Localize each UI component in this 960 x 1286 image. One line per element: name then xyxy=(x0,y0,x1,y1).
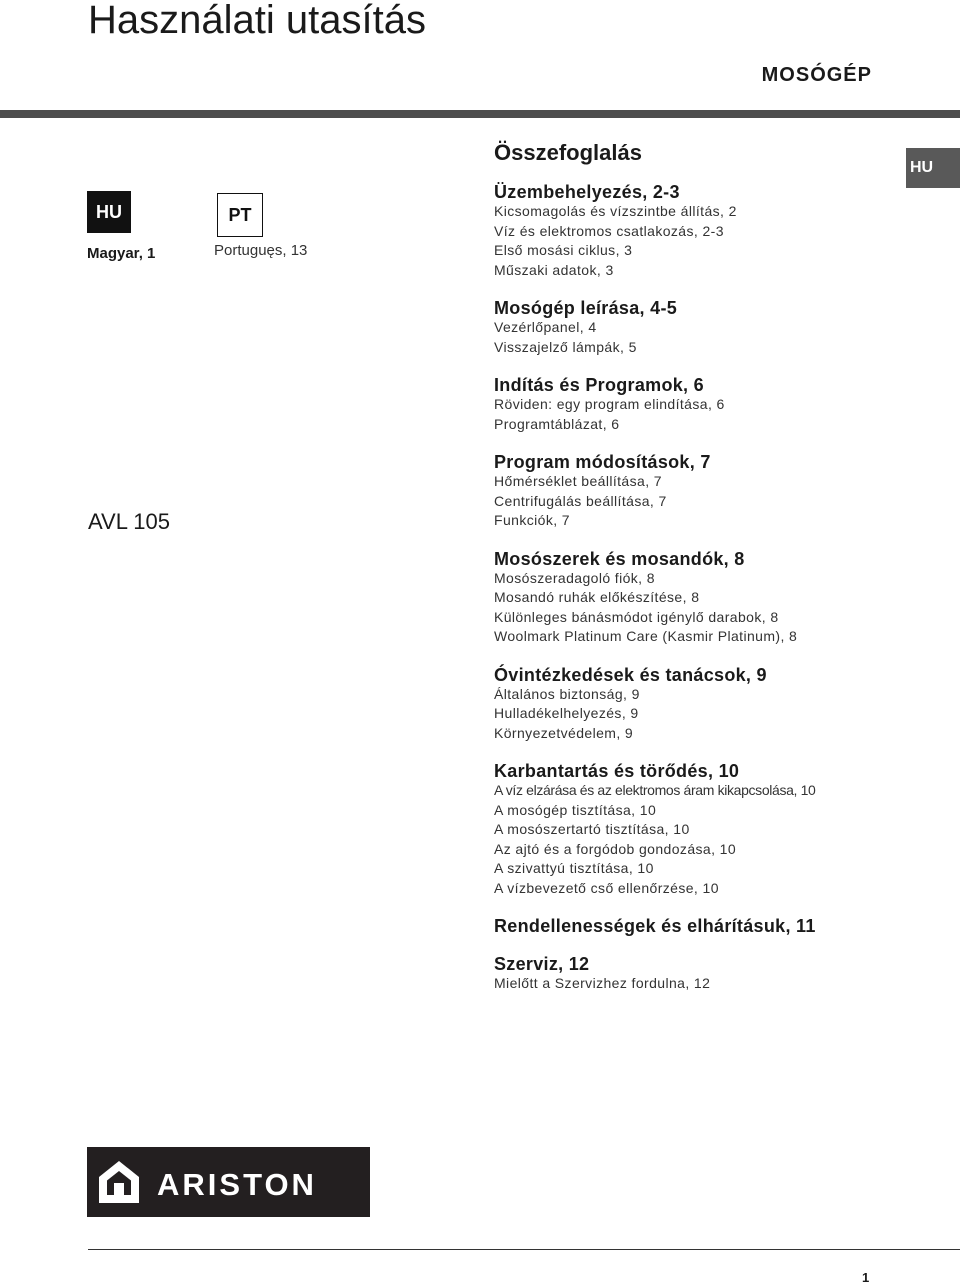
toc-item[interactable]: Mosószeradagoló fiók, 8 xyxy=(494,569,655,586)
toc-item[interactable]: Különleges bánásmódot igénylő darabok, 8 xyxy=(494,608,779,625)
toc-section xyxy=(494,182,934,280)
toc-item[interactable]: Visszajelző lámpák, 5 xyxy=(494,338,637,355)
toc-item[interactable]: A szivattyú tisztítása, 10 xyxy=(494,860,654,876)
toc-section xyxy=(494,549,934,647)
table-of-contents xyxy=(494,182,934,1012)
language-code-hu[interactable]: HU xyxy=(87,191,131,233)
toc-section xyxy=(494,298,934,357)
toc-item[interactable]: A víz elzárása és az elektromos áram kikapcsolása, 10 xyxy=(494,782,816,798)
toc-item[interactable]: Műszaki adatok, 3 xyxy=(494,261,614,278)
model-number: AVL 105 xyxy=(88,509,170,534)
toc-item[interactable]: A mosógép tisztítása, 10 xyxy=(494,801,657,818)
toc-item[interactable]: Mosandó ruhák előkészítése, 8 xyxy=(494,589,700,605)
toc-title: Összefoglalás xyxy=(494,140,642,165)
toc-item[interactable]: Hőmérséklet beállítása, 7 xyxy=(494,473,662,489)
document-title: Használati utasítás xyxy=(88,0,426,42)
toc-section xyxy=(494,375,934,434)
toc-item[interactable]: Röviden: egy program elindítása, 6 xyxy=(494,396,725,412)
toc-item[interactable]: Vezérlőpanel, 4 xyxy=(494,319,597,335)
toc-section-heading[interactable]: Indítás és Programok, 6 xyxy=(494,375,704,395)
brand-name: ARISTON xyxy=(157,1167,317,1202)
toc-section-heading[interactable]: Program módosítások, 7 xyxy=(494,452,711,472)
toc-item[interactable]: Mielőtt a Szervizhez fordulna, 12 xyxy=(494,975,711,991)
toc-section-heading[interactable]: Mosógép leírása, 4-5 xyxy=(494,298,678,318)
toc-item[interactable]: Környezetvédelem, 9 xyxy=(494,724,634,741)
toc-section-heading[interactable]: Üzembehelyezés, 2-3 xyxy=(494,182,680,202)
language-label-pt: Portuguęs, 13 xyxy=(214,242,308,259)
toc-section-heading[interactable]: Mosószerek és mosandók, 8 xyxy=(494,548,745,569)
toc-item[interactable]: Hulladékelhelyezés, 9 xyxy=(494,705,639,721)
ariston-logo xyxy=(87,1147,370,1217)
toc-item[interactable]: Programtáblázat, 6 xyxy=(494,415,620,432)
toc-section xyxy=(494,665,934,744)
page-number: 1 xyxy=(862,1270,870,1285)
toc-section-heading[interactable]: Karbantartás és törődés, 10 xyxy=(494,761,740,781)
language-label-hu: Magyar, 1 xyxy=(87,245,156,262)
toc-item[interactable]: Általános biztonság, 9 xyxy=(494,685,640,702)
toc-section xyxy=(494,916,934,936)
language-side-tab: HU xyxy=(906,148,960,188)
house-icon xyxy=(97,1159,141,1205)
toc-section xyxy=(494,954,934,994)
toc-item[interactable]: Víz és elektromos csatlakozás, 2-3 xyxy=(494,222,724,239)
toc-section-heading[interactable]: Rendellenességek és elhárításuk, 11 xyxy=(494,916,816,936)
toc-item[interactable]: A mosószertartó tisztítása, 10 xyxy=(494,821,690,837)
toc-item[interactable]: Első mosási ciklus, 3 xyxy=(494,242,633,258)
toc-section xyxy=(494,452,934,531)
toc-section xyxy=(494,761,934,898)
language-code-pt[interactable]: PT xyxy=(217,193,263,237)
toc-item[interactable]: Funkciók, 7 xyxy=(494,512,570,528)
toc-item[interactable]: Az ajtó és a forgódob gondozása, 10 xyxy=(494,840,737,857)
toc-item[interactable]: Woolmark Platinum Care (Kasmir Platinum), 8 xyxy=(494,628,798,644)
toc-item[interactable]: Kicsomagolás és vízszintbe állítás, 2 xyxy=(494,203,737,219)
footer-divider xyxy=(88,1249,960,1250)
product-type: MOSÓGÉP xyxy=(761,64,872,86)
toc-section-heading[interactable]: Óvintézkedések és tanácsok, 9 xyxy=(494,664,767,685)
toc-item[interactable]: Centrifugálás beállítása, 7 xyxy=(494,492,667,509)
header-divider xyxy=(0,110,960,118)
toc-item[interactable]: A vízbevezető cső ellenőrzése, 10 xyxy=(494,879,719,896)
toc-section-heading[interactable]: Szerviz, 12 xyxy=(494,954,590,974)
